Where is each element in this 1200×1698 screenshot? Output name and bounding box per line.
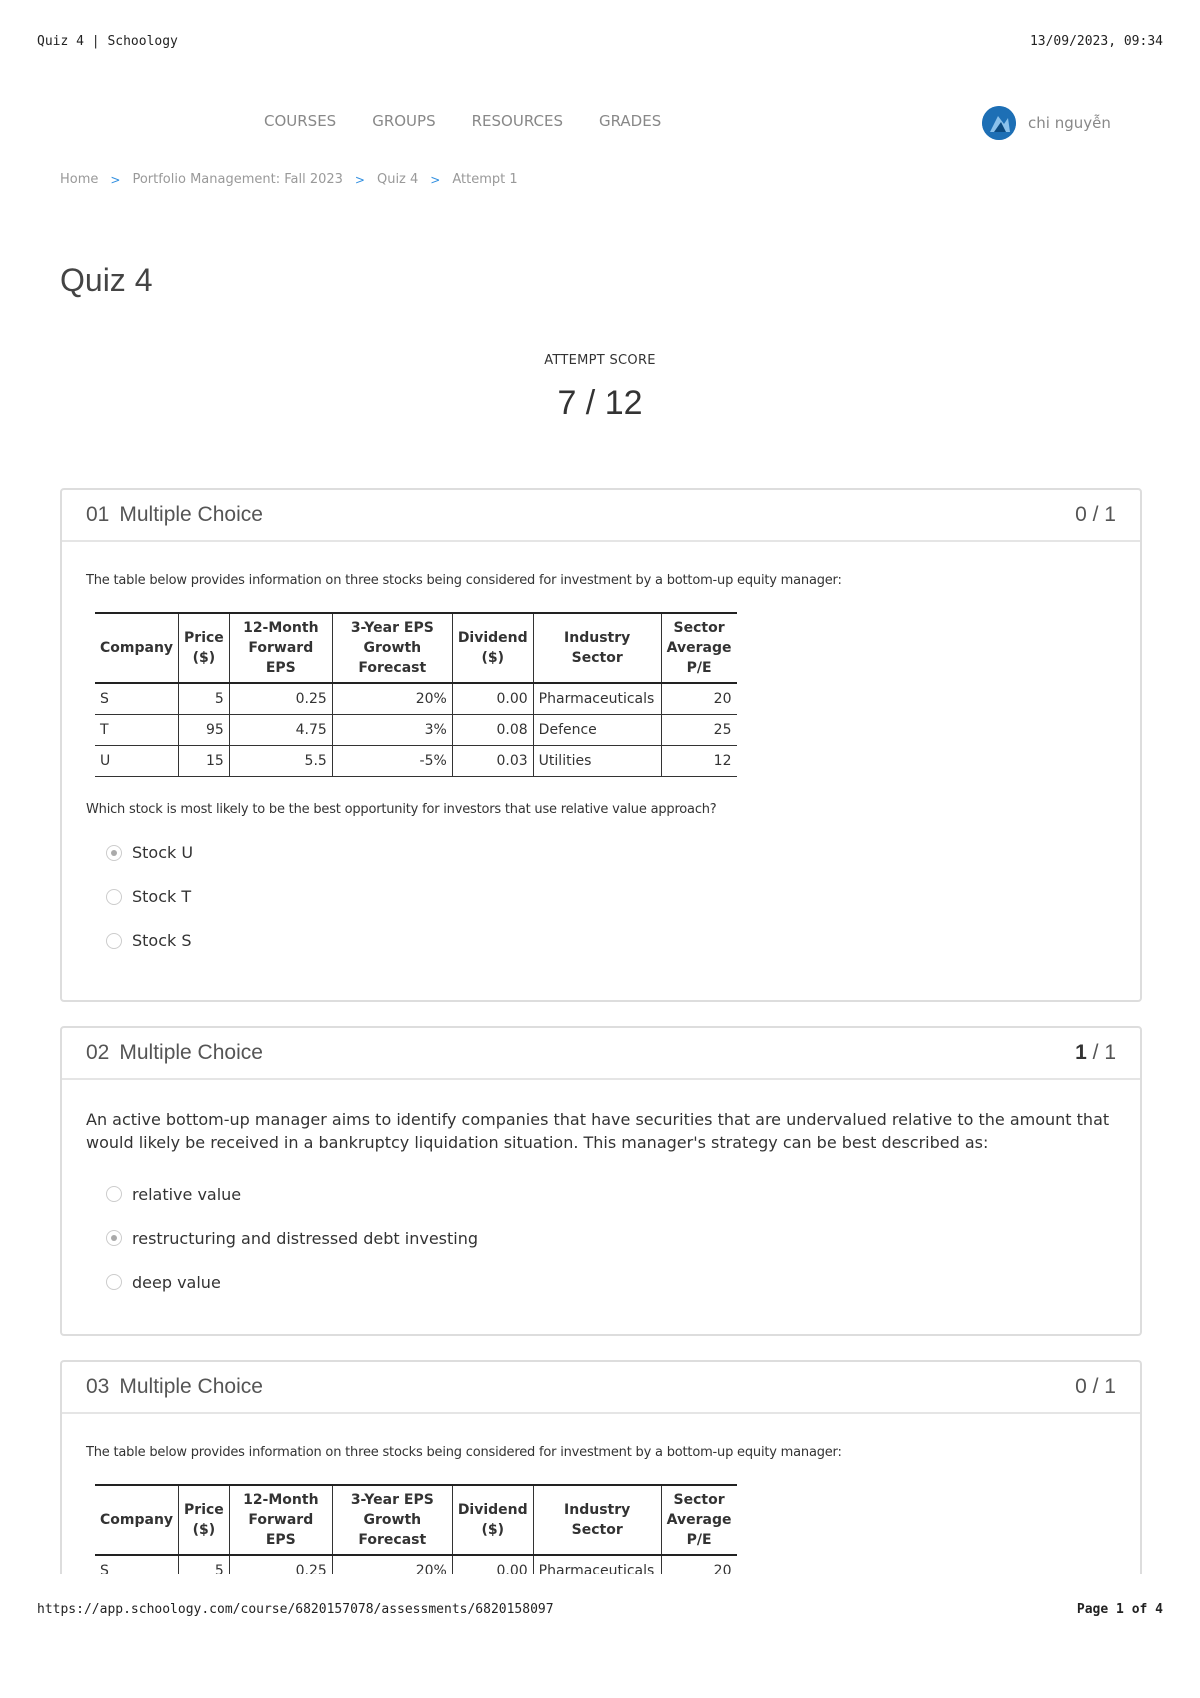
table-cell: 4.75 [229, 714, 332, 745]
table-cell: 20 [661, 1555, 736, 1574]
table-cell: Defence [533, 714, 661, 745]
print-datetime: 13/09/2023, 09:34 [1029, 34, 1163, 49]
answer-option-label: relative value [132, 1184, 242, 1204]
breadcrumb-attempt: Attempt 1 [452, 172, 518, 187]
table-header-company: Company [95, 1485, 179, 1555]
answer-option-label: deep value [132, 1272, 221, 1292]
table-cell: 25 [661, 714, 736, 745]
answer-option-label: Stock U [132, 843, 194, 862]
table-cell: 5.5 [229, 745, 332, 776]
table-header-row [95, 1485, 737, 1555]
table-cell: 0.25 [229, 1555, 332, 1574]
breadcrumb-separator: > [110, 172, 121, 187]
answer-option-label: Stock S [132, 931, 192, 950]
table-cell: 0.03 [452, 745, 533, 776]
attempt-score-label: ATTEMPT SCORE [544, 353, 656, 368]
page-title: Quiz 4 [60, 262, 153, 298]
table-cell: T [95, 714, 179, 745]
question-card-02 [60, 1026, 1142, 1336]
question-type: Multiple Choice [119, 503, 263, 526]
question-text: An active bottom-up manager aims to identify companies that have securities that are undervalued relative to the amount that would likely be received in a bankruptcy liquidation situation. This manager's strategy can be best described as: [86, 1110, 1110, 1152]
answer-option[interactable] [106, 1216, 1116, 1260]
table-header-dividend: Dividend ($) [452, 613, 533, 683]
question-intro: The table below provides information on three stocks being considered for investment by a bottom-up equity manager: [86, 1445, 842, 1460]
answer-option[interactable] [106, 1172, 1116, 1216]
print-page-number: Page 1 of 4 [1076, 1602, 1163, 1617]
answer-option[interactable] [106, 831, 1116, 875]
nav-groups[interactable]: GROUPS [372, 112, 436, 130]
breadcrumb-course[interactable]: Portfolio Management: Fall 2023 [132, 172, 343, 187]
question-number: 03 [86, 1375, 110, 1398]
table-cell: 20 [661, 683, 736, 714]
table-header-growth-forecast: 3-Year EPS Growth Forecast [332, 1485, 452, 1555]
table-cell: -5% [332, 745, 452, 776]
nav-resources[interactable]: RESOURCES [471, 112, 563, 130]
radio-icon[interactable] [106, 1186, 122, 1202]
radio-icon[interactable] [106, 889, 122, 905]
user-name[interactable]: chi nguyễn [1028, 114, 1111, 132]
table-cell: 0.08 [452, 714, 533, 745]
question-body [62, 542, 1140, 963]
radio-selected-icon[interactable] [106, 845, 122, 861]
table-row [95, 745, 737, 776]
answer-option[interactable] [106, 919, 1116, 963]
table-cell: S [95, 683, 179, 714]
table-header-industry-sector: Industry Sector [533, 613, 661, 683]
attempt-score-value: 7 / 12 [557, 384, 643, 422]
print-page-title: Quiz 4 | Schoology [37, 34, 178, 49]
question-intro: The table below provides information on three stocks being considered for investment by a bottom-up equity manager: [86, 573, 842, 588]
radio-icon[interactable] [106, 933, 122, 949]
question-card-03 [60, 1360, 1142, 1574]
table-cell: Pharmaceuticals [533, 1555, 661, 1574]
nav-grades[interactable]: GRADES [598, 112, 662, 130]
nav-courses[interactable]: COURSES [264, 112, 337, 130]
table-row [95, 683, 737, 714]
question-type: Multiple Choice [119, 1041, 263, 1064]
table-cell: U [95, 745, 179, 776]
table-cell: Utilities [533, 745, 661, 776]
stock-table [95, 612, 737, 777]
user-menu[interactable] [982, 106, 1111, 140]
table-header-price: Price ($) [179, 1485, 230, 1555]
table-header-row [95, 613, 737, 683]
table-cell: 5 [179, 1555, 230, 1574]
print-header [37, 34, 1163, 54]
breadcrumb-home[interactable]: Home [60, 172, 99, 187]
radio-icon[interactable] [106, 1274, 122, 1290]
table-cell: 3% [332, 714, 452, 745]
question-score: 0 / 1 [1075, 1375, 1116, 1398]
question-body [62, 1414, 1140, 1574]
question-score: 1 / 1 [1075, 1041, 1116, 1064]
table-cell: Pharmaceuticals [533, 683, 661, 714]
table-header-growth-forecast: 3-Year EPS Growth Forecast [332, 613, 452, 683]
radio-selected-icon[interactable] [106, 1230, 122, 1246]
breadcrumb-separator: > [430, 172, 441, 187]
table-cell: 95 [179, 714, 230, 745]
answer-option[interactable] [106, 1260, 1116, 1304]
question-number: 02 [86, 1041, 110, 1064]
question-header [62, 490, 1140, 542]
question-body [62, 1080, 1140, 1304]
table-header-sector-pe: Sector Average P/E [661, 1485, 736, 1555]
question-score: 0 / 1 [1075, 503, 1116, 526]
answer-option-label: Stock T [132, 887, 192, 906]
table-cell: 20% [332, 683, 452, 714]
table-header-dividend: Dividend ($) [452, 1485, 533, 1555]
table-header-company: Company [95, 613, 179, 683]
table-cell: S [95, 1555, 179, 1574]
table-header-forward-eps: 12-Month Forward EPS [229, 613, 332, 683]
breadcrumb [60, 172, 518, 187]
avatar[interactable] [982, 106, 1016, 140]
table-cell: 0.00 [452, 683, 533, 714]
table-cell: 20% [332, 1555, 452, 1574]
breadcrumb-separator: > [354, 172, 365, 187]
answer-options [106, 1172, 1116, 1304]
question-header [62, 1028, 1140, 1080]
answer-options [106, 831, 1116, 963]
table-cell: 5 [179, 683, 230, 714]
avatar-icon [982, 106, 1016, 140]
stock-table [95, 1484, 737, 1574]
question-type: Multiple Choice [119, 1375, 263, 1398]
table-cell: 0.00 [452, 1555, 533, 1574]
table-cell: 12 [661, 745, 736, 776]
table-header-industry-sector: Industry Sector [533, 1485, 661, 1555]
question-card-01 [60, 488, 1142, 1002]
top-navigation [264, 112, 661, 130]
breadcrumb-quiz[interactable]: Quiz 4 [376, 172, 419, 187]
table-row [95, 714, 737, 745]
table-header-forward-eps: 12-Month Forward EPS [229, 1485, 332, 1555]
table-cell: 15 [179, 745, 230, 776]
table-header-sector-pe: Sector Average P/E [661, 613, 736, 683]
question-number: 01 [86, 503, 110, 526]
answer-option-label: restructuring and distressed debt investing [132, 1228, 479, 1248]
print-url: https://app.schoology.com/course/6820157078/assessments/6820158097 [37, 1602, 554, 1617]
table-cell: 0.25 [229, 683, 332, 714]
table-row [95, 1555, 737, 1574]
question-text: Which stock is most likely to be the best opportunity for investors that use relative value approach? [86, 801, 717, 817]
answer-option[interactable] [106, 875, 1116, 919]
question-header [62, 1362, 1140, 1414]
table-header-price: Price ($) [179, 613, 230, 683]
